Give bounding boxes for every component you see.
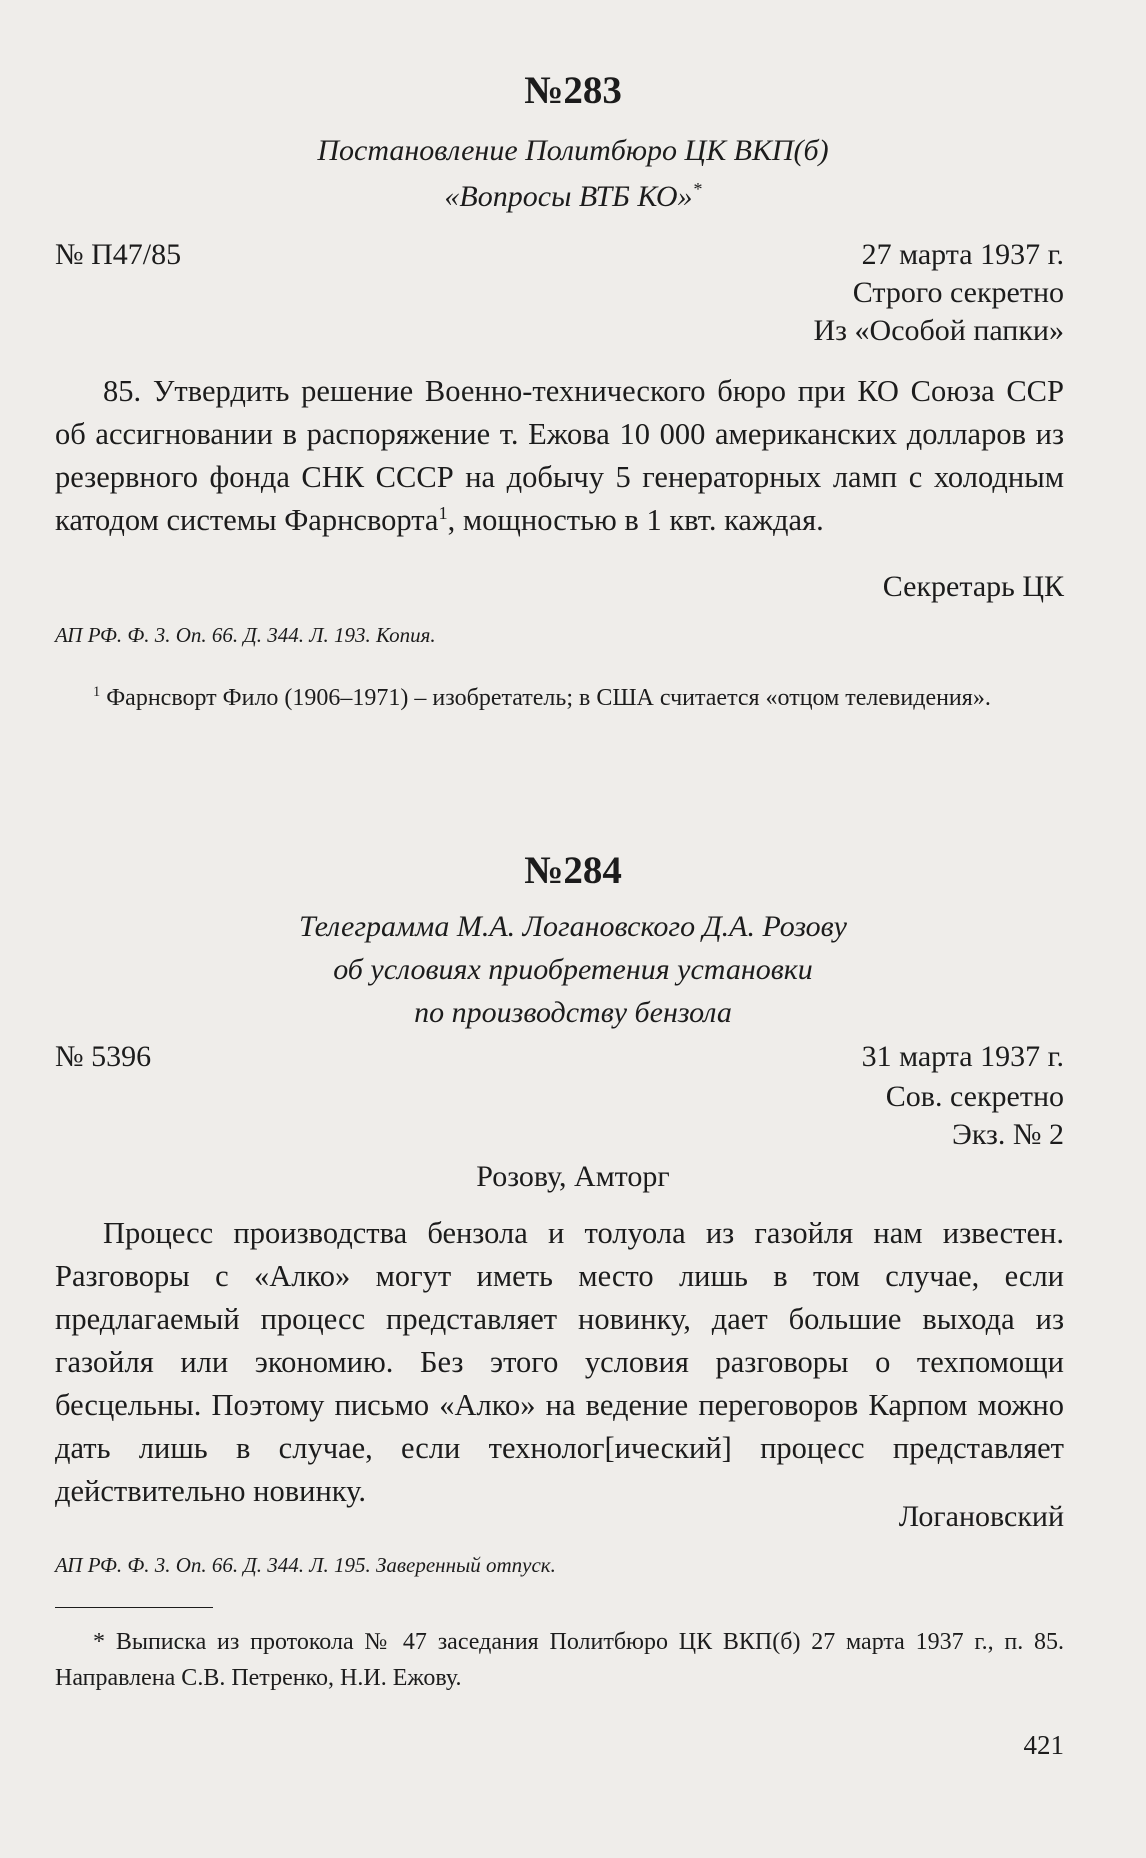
doc283-classification: Строго секретно	[852, 276, 1064, 309]
doc283-title-line2: «Вопросы ВТБ КО»*	[444, 179, 702, 213]
doc284-number: №284	[524, 849, 622, 892]
doc283-folder: Из «Особой папки»	[813, 314, 1064, 347]
doc283-title-line1: Постановление Политбюро ЦК ВКП(б)	[317, 134, 829, 167]
doc284-doc-number: № 5396	[55, 1040, 152, 1073]
doc283-body: 85. Утвердить решение Военно-технического бюро при КО Союза ССР об ассигновании в распоряжение т. Ежова 10 000 американских долларов из резервного фонда СНК СССР на добычу 5 генераторных ламп с холодным катодом системы Фарнсворта$^1$, мощностью в 1 квт. каждая.	[55, 374, 1064, 537]
doc284-signature: Логановский	[898, 1500, 1064, 1533]
doc284-archive-ref: АП РФ. Ф. 3. Оп. 66. Д. 344. Л. 195. Заверенный отпуск.	[55, 1553, 556, 1577]
doc284-date: 31 марта 1937 г.	[861, 1040, 1064, 1073]
doc284-copy: Экз. № 2	[952, 1118, 1064, 1151]
doc283-number: №283	[524, 69, 622, 112]
doc283-archive-ref: АП РФ. Ф. 3. Оп. 66. Д. 344. Л. 193. Копия.	[55, 623, 436, 647]
page-footnote: * Выписка из протокола № 47 заседания Политбюро ЦК ВКП(б) 27 марта 1937 г., п. 85. Направлена С.В. Петренко, Н.И. Ежову.	[55, 1629, 1065, 1691]
doc284-title-line2: об условиях приобретения установки	[333, 953, 813, 986]
doc283-doc-number: № П47/85	[55, 238, 182, 271]
page-footnote-mark: *	[93, 1629, 105, 1655]
doc284-title-line1: Телеграмма М.А. Логановского Д.А. Розову	[299, 910, 847, 943]
doc283-footnote-mark: 1	[93, 684, 101, 700]
doc283-signature: Секретарь ЦК	[882, 570, 1064, 603]
doc284-addressee: Розову, Амторг	[476, 1160, 670, 1193]
doc283-body-footnote-mark: 1	[438, 502, 448, 523]
doc284-body: Процесс производства бензола и толуола из газойля нам известен. Разговоры с «Алко» могут иметь место лишь в том случае, если предлагаемый процесс представляет новинку, дает большие выхода из газойля или экономию. Без этого условия разговоры о техпомощи бесцельны. Поэтому письмо «Алко» на ведение переговоров Карпом можно дать лишь в случае, если технолог[ический] процесс представляет действительно новинку.	[55, 1216, 1064, 1508]
doc283-date: 27 марта 1937 г.	[861, 238, 1064, 271]
page-number: 421	[1023, 1730, 1064, 1760]
doc284-classification: Сов. секретно	[885, 1080, 1064, 1113]
doc283-footnote: $^1$ Фарнсворт Фило (1906–1971) – изобретатель; в США считается «отцом телевидения».	[93, 684, 991, 711]
doc284-title-line3: по производству бензола	[414, 996, 732, 1029]
doc283-title-mark: *	[692, 179, 702, 199]
footnote-divider	[55, 1607, 213, 1608]
